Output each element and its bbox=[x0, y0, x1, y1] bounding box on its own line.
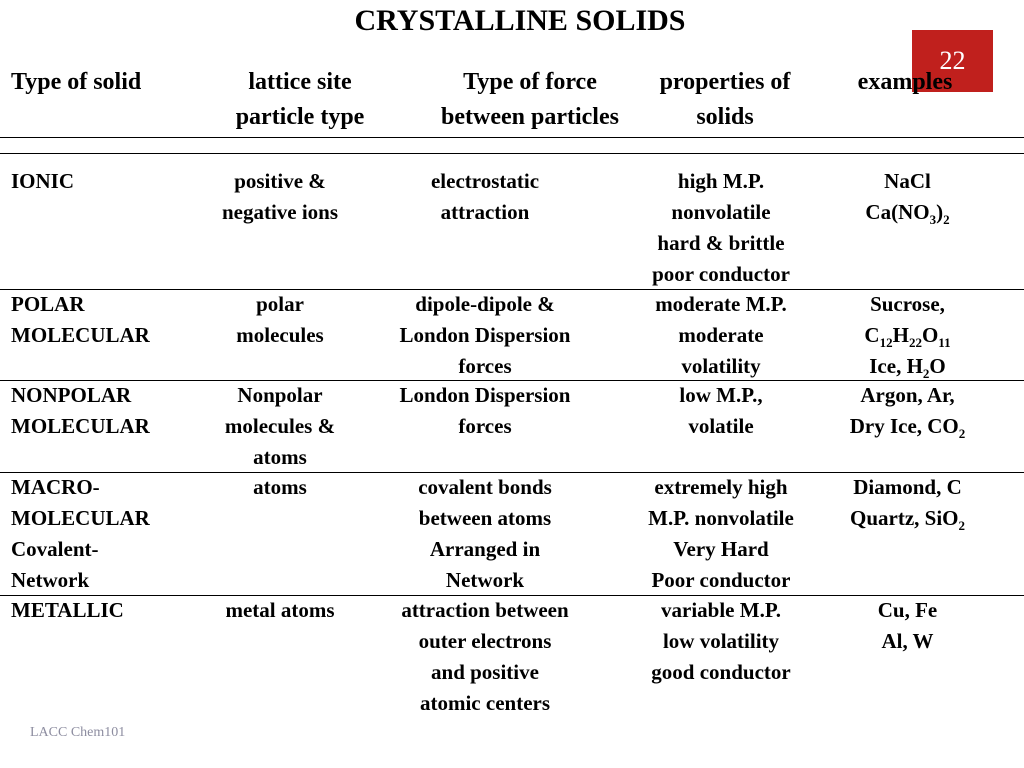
ionic-force-type bbox=[375, 166, 595, 228]
cell-line: outer electrons bbox=[418, 629, 552, 653]
cell-line: Covalent- bbox=[11, 537, 99, 561]
subscript: 2 bbox=[958, 518, 965, 533]
cell-line: high M.P. bbox=[677, 169, 765, 193]
cell-line: atoms bbox=[253, 445, 307, 469]
header-properties bbox=[630, 65, 820, 135]
nonpolar-molecular-properties bbox=[616, 380, 826, 442]
footer-label: LACC Chem101 bbox=[30, 725, 126, 740]
cell-line: good conductor bbox=[651, 660, 791, 684]
slide-title: CRYSTALLINE SOLIDS bbox=[354, 4, 686, 37]
polar-molecular-solid-type bbox=[11, 289, 211, 351]
cell-line: polar bbox=[256, 292, 304, 316]
cell-line: Ice, $H_2O$ bbox=[869, 354, 946, 381]
header-examples bbox=[830, 65, 980, 100]
metallic-examples bbox=[820, 595, 995, 657]
header-line: properties of bbox=[659, 69, 791, 95]
cell-line: MOLECULAR bbox=[11, 323, 150, 347]
macro-molecular-force-type bbox=[375, 472, 595, 596]
row-divider bbox=[0, 595, 1024, 596]
ionic-solid-type bbox=[11, 166, 211, 197]
cell-line: negative ions bbox=[221, 200, 339, 224]
cell-line: MACRO- bbox=[11, 475, 100, 499]
cell-line: IONIC bbox=[11, 169, 75, 193]
nonpolar-molecular-examples bbox=[820, 380, 995, 442]
cell-line: $Ca(NO_3)_2$ bbox=[865, 200, 950, 227]
macro-molecular-solid-type bbox=[11, 472, 211, 596]
cell-line: NaCl bbox=[884, 169, 931, 193]
cell-line: M.P. nonvolatile bbox=[648, 506, 794, 530]
header-line: particle type bbox=[235, 104, 365, 130]
subscript: 3 bbox=[929, 212, 937, 227]
cell-line: dipole-dipole & bbox=[415, 292, 555, 316]
nonpolar-molecular-lattice-particle bbox=[195, 380, 365, 473]
row-divider bbox=[0, 380, 1024, 381]
cell-line: low M.P., bbox=[679, 383, 763, 407]
cell-line: molecules & bbox=[224, 414, 336, 438]
subscript: 2 bbox=[943, 212, 950, 227]
header-line: Type of solid bbox=[11, 69, 142, 95]
cell-line: NONPOLAR bbox=[11, 383, 132, 407]
cell-line: metal atoms bbox=[225, 598, 335, 622]
cell-line: Argon, Ar, bbox=[860, 383, 955, 407]
cell-line: low volatility bbox=[662, 629, 780, 653]
macro-molecular-properties bbox=[616, 472, 826, 596]
header-type-of-solid bbox=[11, 65, 171, 100]
cell-line: poor conductor bbox=[652, 262, 790, 286]
cell-line: forces bbox=[458, 414, 512, 438]
subscript: 2 bbox=[922, 366, 930, 381]
cell-line: METALLIC bbox=[11, 598, 124, 622]
cell-line: Arranged in bbox=[429, 537, 541, 561]
cell-line: POLAR bbox=[11, 292, 85, 316]
header-top-rule bbox=[0, 137, 1024, 138]
cell-line: covalent bonds bbox=[418, 475, 552, 499]
cell-line: Cu, Fe bbox=[877, 598, 938, 622]
slide-number-badge: 22 bbox=[912, 30, 993, 92]
metallic-force-type bbox=[375, 595, 595, 719]
cell-line: MOLECULAR bbox=[11, 414, 150, 438]
cell-line: extremely high bbox=[654, 475, 788, 499]
header-line: lattice site bbox=[248, 69, 352, 95]
polar-molecular-force-type bbox=[375, 289, 595, 382]
metallic-lattice-particle bbox=[195, 595, 365, 626]
cell-line: Quartz, SiO$_2$ bbox=[850, 506, 965, 533]
nonpolar-molecular-force-type bbox=[375, 380, 595, 442]
metallic-solid-type bbox=[11, 595, 211, 626]
cell-line: London Dispersion bbox=[399, 383, 571, 407]
subscript: 11 bbox=[938, 335, 951, 350]
ionic-properties bbox=[616, 166, 826, 290]
cell-line: attraction bbox=[440, 200, 530, 224]
subscript: 12 bbox=[879, 335, 893, 350]
cell-line: electrostatic bbox=[430, 169, 540, 193]
cell-line: and positive bbox=[431, 660, 539, 684]
ionic-lattice-particle bbox=[195, 166, 365, 228]
subscript: 2 bbox=[958, 426, 966, 441]
cell-line: between atoms bbox=[418, 506, 552, 530]
metallic-properties bbox=[616, 595, 826, 688]
cell-line: moderate M.P. bbox=[655, 292, 787, 316]
cell-line: variable M.P. bbox=[661, 598, 781, 622]
cell-line: MOLECULAR bbox=[11, 506, 150, 530]
cell-line: nonvolatile bbox=[671, 200, 771, 224]
header-type-of-force bbox=[405, 65, 655, 135]
ionic-examples bbox=[820, 166, 995, 228]
header-bottom-rule bbox=[0, 153, 1024, 154]
cell-line: atomic centers bbox=[419, 691, 551, 715]
subscript: 22 bbox=[908, 335, 922, 350]
row-divider bbox=[0, 289, 1024, 290]
cell-line: positive & bbox=[234, 169, 326, 193]
cell-line: Very Hard bbox=[673, 537, 769, 561]
cell-line: volatile bbox=[688, 414, 754, 438]
cell-line: Network bbox=[445, 568, 525, 592]
cell-line: moderate bbox=[678, 323, 764, 347]
polar-molecular-lattice-particle bbox=[195, 289, 365, 351]
cell-line: attraction between bbox=[401, 598, 569, 622]
nonpolar-molecular-solid-type bbox=[11, 380, 211, 442]
cell-line: Al, W bbox=[881, 629, 934, 653]
cell-line: forces bbox=[458, 354, 512, 378]
cell-line: Poor conductor bbox=[651, 568, 791, 592]
row-divider bbox=[0, 472, 1024, 473]
polar-molecular-examples bbox=[820, 289, 995, 382]
cell-line: atoms bbox=[253, 475, 307, 499]
cell-line: Network bbox=[11, 568, 90, 592]
header-lattice-site bbox=[195, 65, 405, 135]
cell-line: $C_{12}H_{22}O_{11}$ bbox=[864, 323, 951, 350]
cell-line: Diamond, C bbox=[853, 475, 962, 499]
polar-molecular-properties bbox=[616, 289, 826, 382]
macro-molecular-lattice-particle bbox=[195, 472, 365, 503]
header-line: between particles bbox=[441, 104, 619, 130]
header-line: Type of force bbox=[463, 69, 597, 95]
macro-molecular-examples bbox=[820, 472, 995, 534]
cell-line: Sucrose, bbox=[870, 292, 945, 316]
cell-line: volatility bbox=[681, 354, 761, 378]
cell-line: Nonpolar bbox=[237, 383, 323, 407]
cell-line: Dry Ice, $CO_2$ bbox=[849, 414, 966, 441]
cell-line: hard & brittle bbox=[657, 231, 785, 255]
header-line: examples bbox=[857, 69, 953, 95]
header-line: solids bbox=[696, 104, 754, 130]
cell-line: London Dispersion bbox=[399, 323, 571, 347]
cell-line: molecules bbox=[236, 323, 324, 347]
